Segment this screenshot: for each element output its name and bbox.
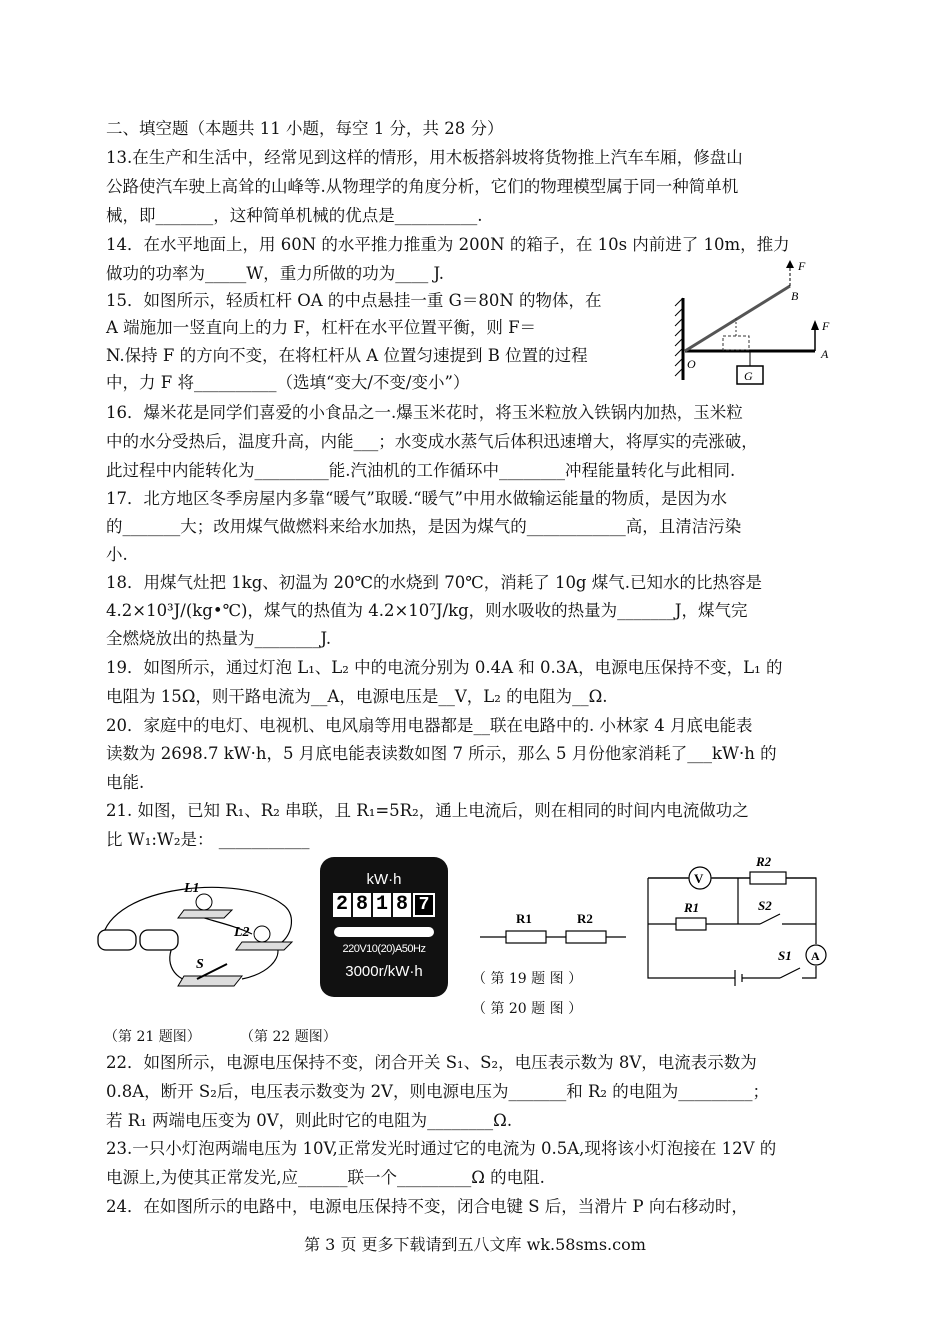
resistor-label-R1: R1 <box>516 911 532 926</box>
lever-label-G: G <box>744 369 753 383</box>
caption-fig20: （ 第 20 题 图 ） <box>472 1001 583 1017</box>
text-line: 21. 如图，已知 R₁、R₂ 串联，且 R₁=5R₂，通上电流后，则在相同的时间内电流做功之 <box>106 801 749 820</box>
text-line: 中，力 F 将__________（选填“变大/不变/变小”） <box>106 373 470 392</box>
resistor-series-figure <box>478 905 628 950</box>
meter-digit: 8 <box>393 893 411 917</box>
text-line: 4.2×10³J/(kg•℃)，煤气的热值为 4.2×10⁷J/kg，则水吸收的热量为_______J，煤气完 <box>106 601 748 620</box>
text-line: 此过程中内能转化为_________能.汽油机的工作循环中________冲程能量转化与此相同. <box>106 461 736 480</box>
text-line: 22．如图所示，电源电压保持不变，闭合开关 S₁、S₂，电压表示数为 8V，电流表示数为 <box>106 1053 757 1072</box>
lever-label-F-top: F <box>798 259 806 273</box>
page-footer: 第 3 页 更多下载请到五八文库 wk.58sms.com <box>304 1235 646 1254</box>
text-line: 若 R₁ 两端电压变为 0V，则此时它的电阻为________Ω. <box>106 1111 513 1130</box>
text-line: 电能. <box>106 773 145 792</box>
circuit22-label-S2: S2 <box>758 898 772 913</box>
meter-digit: 1 <box>373 893 391 917</box>
electric-meter <box>320 857 448 997</box>
meter-rating: 220V10(20)A50Hz <box>342 943 426 955</box>
lever-label-A: A <box>821 347 829 361</box>
lever-label-O: O <box>687 357 696 371</box>
meter-digit: 2 <box>333 893 351 917</box>
text-line: 16．爆米花是同学们喜爱的小食品之一.爆玉米花时，将玉米粒放入铁锅内加热，玉米粒 <box>106 403 743 422</box>
text-line: 的_______大；改用煤气做燃料来给水加热，是因为煤气的____________高，且清洁污染 <box>106 517 742 536</box>
lever-label-B: B <box>791 289 799 303</box>
circuit22-label-R2: R2 <box>756 854 772 869</box>
lamp-circuit-figure <box>92 864 307 994</box>
text-line: 0.8A，断开 S₂后，电压表示数变为 2V，则电源电压为_______和 R₂ 的电阻为_________； <box>106 1082 770 1101</box>
voltmeter-label: V <box>694 871 704 886</box>
lever-label-F-right: F <box>822 319 830 333</box>
text-line: 18．用煤气灶把 1kg、初温为 20℃的水烧到 70℃，消耗了 10g 煤气.已知水的比热容是 <box>106 573 762 592</box>
text-line: A 端施加一竖直向上的力 F，杠杆在水平位置平衡，则 F＝ <box>106 318 537 337</box>
text-line: 17．北方地区冬季房屋内多靠“暖气”取暖.“暖气”中用水做输运能量的物质，是因为水 <box>106 489 727 508</box>
text-line: 电源上,为使其正常发光,应______联一个_________Ω 的电阻. <box>106 1168 545 1187</box>
circuit22-label-R1: R1 <box>684 900 700 915</box>
text-line: 15．如图所示，轻质杠杆 OA 的中点悬挂一重 G＝80N 的物体，在 <box>106 291 602 310</box>
text-line: 20．家庭中的电灯、电视机、电风扇等用电器都是__联在电路中的. 小林家 4 月底电能表 <box>106 716 753 735</box>
text-line: 24．在如图所示的电路中，电源电压保持不变，闭合电键 S 后，当滑片 P 向右移动时， <box>106 1197 748 1216</box>
text-line: 23.一只小灯泡两端电压为 10V,正常发光时通过它的电流为 0.5A,现将该小灯泡接在 12V 的 <box>106 1139 777 1158</box>
text-line: 14．在水平地面上，用 60N 的水平推力推重为 200N 的箱子，在 10s 内前进了 10m，推力 <box>106 235 790 254</box>
lever-figure <box>665 258 850 388</box>
text-line: 读数为 2698.7 kW·h，5 月底电能表读数如图 7 所示，那么 5 月份他家消耗了___kW·h 的 <box>106 744 777 763</box>
text-line: 比 W₁:W₂是： ___________ <box>106 830 310 849</box>
caption-fig19: （ 第 19 题 图 ） <box>472 971 583 987</box>
text-line: 13.在生产和生活中，经常见到这样的情形，用木板搭斜坡将货物推上汽车车厢，修盘山 <box>106 148 743 167</box>
caption-fig21: （第 21 题图） <box>104 1029 201 1045</box>
circuit22-label-S1: S1 <box>778 948 792 963</box>
text-line: 小. <box>106 545 128 564</box>
text-line: 做功的功率为_____W，重力所做的功为____ J. <box>106 264 445 283</box>
resistor-label-R2: R2 <box>577 911 593 926</box>
meter-display <box>333 893 435 917</box>
meter-disc <box>334 927 434 937</box>
text-line: 全燃烧放出的热量为________J. <box>106 629 332 648</box>
circuit-label-S: S <box>196 957 204 972</box>
text-line: 中的水分受热后，温度升高，内能___；水变成水蒸气后体积迅速增大，将厚实的壳涨破， <box>106 432 758 451</box>
meter-digit-decimal: 7 <box>413 893 435 917</box>
meter-circuit-figure <box>640 852 840 987</box>
ammeter-label: A <box>811 949 820 963</box>
text-line: N.保持 F 的方向不变，在将杠杆从 A 位置匀速提到 B 位置的过程 <box>106 346 588 365</box>
meter-constant: 3000r/kW·h <box>345 963 423 980</box>
section-title: 二、填空题（本题共 11 小题，每空 1 分，共 28 分） <box>106 119 504 138</box>
text-line: 公路使汽车驶上高耸的山峰等.从物理学的角度分析，它们的物理模型属于同一种简单机 <box>106 177 739 196</box>
caption-fig22: （第 22 题图） <box>240 1029 337 1045</box>
meter-unit: kW·h <box>366 871 402 888</box>
circuit-label-L1: L1 <box>184 881 200 896</box>
text-line: 械，即_______，这种简单机械的优点是__________. <box>106 206 483 225</box>
text-line: 电阻为 15Ω，则干路电流为__A，电源电压是__V，L₂ 的电阻为__Ω. <box>106 687 608 706</box>
meter-digit: 8 <box>353 893 371 917</box>
text-line: 19．如图所示，通过灯泡 L₁、L₂ 中的电流分别为 0.4A 和 0.3A，电源电压保持不变，L₁ 的 <box>106 658 783 677</box>
circuit-label-L2: L2 <box>234 925 250 940</box>
